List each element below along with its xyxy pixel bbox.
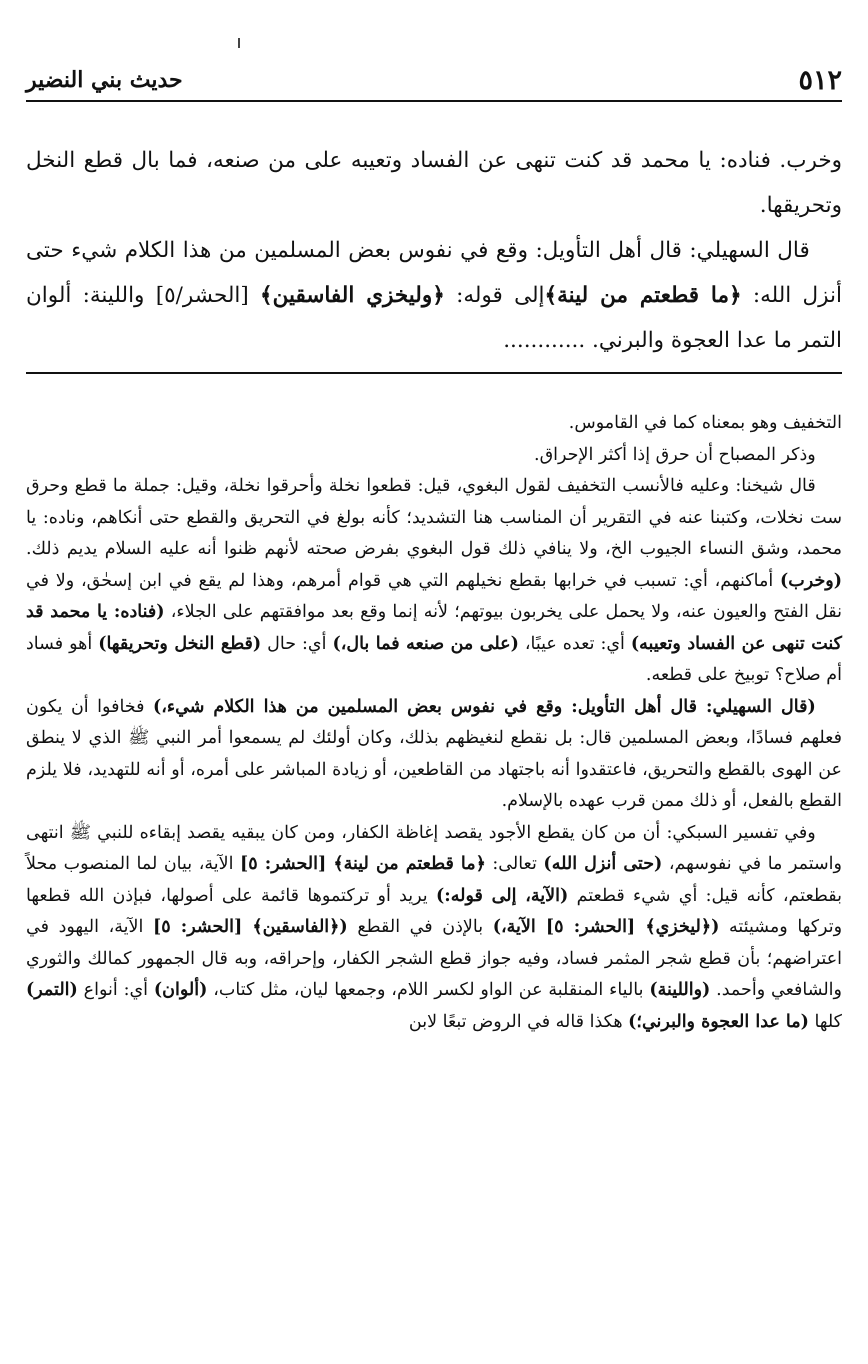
- main-text-run: قال السهيلي: قال أهل التأويل: وقع في نفوس بعض المسلمين من هذا الكلام شيء حتى أنزل الله:: [26, 238, 842, 308]
- quran-quote: ﴿ما قطعتم من لينة﴾ [الحشر: ٥]: [240, 854, 486, 874]
- commentary-run: فخافوا أن يكون فعلهم فسادًا، وبعض المسلمين قال: بل نقطع لنغيظهم بذلك، وكان أولئك لم يسمعوا أمر النبي ﷺ الذي لا ينطق عن الهوى بالقطع والتحريق، فاعتقدوا أنه باجتهاد من القاطعين، أو زيادة المباشر على أمره، أو أنه للتهديد، فلا يلزم القطع بالفعل، أو ذلك ممن قرب عهده بالإسلام.: [26, 696, 842, 811]
- commentary-lemma: (ألوان): [153, 980, 208, 1000]
- commentary-run: الآية، اليهود في اعتراضهم؛ بأن قطع شجر المثمر فساد، وفيه جواز قطع الشجر الكفار، وإحراقه، وبه قال الجمهور كمالك والثوري والشافعي وأحمد.: [26, 917, 842, 1000]
- main-text-run: إلى قوله:: [444, 283, 545, 308]
- commentary-lemma: (قال السهيلي: قال أهل التأويل: وقع في نفوس بعض المسلمين من هذا الكلام شيء،): [152, 696, 816, 717]
- quran-quote: ﴿ما قطعتم من لينة﴾: [544, 283, 742, 308]
- commentary-run: يريد أو تركتموها قائمة على أصولها، فبإذن الله قطعها وتركها ومشيئته: [26, 885, 843, 937]
- commentary-lemma: (الآية، إلى قوله:): [435, 885, 569, 906]
- page-header: [26, 60, 842, 102]
- commentary-run: وفي تفسير السبكي: أن من كان يقطع الأجود يقصد إغاظة الكفار، ومن كان يبقيه يقصد إبقاءه للنبي ﷺ انتهى واستمر ما في نفوسهم،: [26, 822, 842, 874]
- commentary-run: أي: أنواع: [77, 980, 154, 1000]
- commentary-run: كلها: [808, 1011, 842, 1032]
- commentary-paragraph: [26, 818, 842, 1039]
- commentary-run: أماكنهم، أي: تسبب في خرابها بقطع نخيلهم التي هي قوام أمرهم، وهذا لم يقع في ابن إسحٰق، ولا في نقل الفتح والعيون عنه، ولا يحمل على يخربون بيوتهم؛ لأنه إنما وقع بعد موافقتهم على الجلاء،: [26, 570, 843, 622]
- page-number: ٥١٢: [798, 64, 842, 96]
- section-divider: [26, 372, 842, 374]
- commentary-run: التخفيف وهو بمعناه كما في القاموس.: [568, 413, 842, 433]
- quran-quote: (﴿ليخزي﴾ [الحشر: ٥] الآية،): [492, 917, 720, 937]
- commentary-lemma: (ما عدا العجوة والبرني؛): [628, 1011, 809, 1032]
- commentary-paragraph: [26, 471, 842, 692]
- commentary-run: أي: حال: [261, 633, 333, 654]
- commentary-run: أهو فساد أم صلاح؟ توبيخ على قطعه.: [26, 633, 842, 685]
- commentary-lemma: (على من صنعه فما بال،): [332, 633, 519, 654]
- commentary-run: بالإذن في القطع: [347, 917, 493, 937]
- commentary-paragraph: [26, 440, 842, 472]
- commentary-paragraph: [26, 692, 842, 818]
- commentary-lemma: (التمر): [26, 980, 78, 1000]
- main-text-run: [الحشر/٥] واللينة: ألوان التمر ما عدا العجوة والبرني. ............: [26, 283, 842, 353]
- main-paragraph: [26, 138, 842, 228]
- running-title: حديث بني النضير: [26, 67, 183, 93]
- commentary-run: أي: تعده عيبًا،: [518, 633, 631, 654]
- commentary-lemma: (فناده: يا محمد قد كنت تنهى عن الفساد وتعيبه): [26, 602, 843, 654]
- commentary-run: الآية، بيان لما المنصوب محلاً بقطعتم، كأنه قيل: أي شيء قطعتم: [26, 854, 842, 906]
- commentary-lemma: (واللينة): [649, 980, 711, 1000]
- main-text-run: وخرب. فناده: يا محمد قد كنت تنهى عن الفساد وتعيبه على من صنعه، فما بال قطع النخل وتحريقها.: [26, 148, 842, 218]
- commentary-paragraph: [26, 408, 842, 440]
- main-paragraph: [26, 228, 842, 363]
- scan-mark: [238, 38, 240, 48]
- commentary-run: هكذا قاله في الروض تبعًا لابن: [408, 1011, 629, 1032]
- commentary-text: [26, 408, 842, 1038]
- commentary-lemma: (قطع النخل وتحريقها): [98, 633, 262, 654]
- commentary-run: بالياء المنقلبة عن الواو لكسر اللام، وجمعها ليان، مثل كتاب،: [207, 980, 650, 1000]
- commentary-lemma: (وخرب): [780, 570, 842, 591]
- commentary-run: تعالى:: [485, 854, 544, 874]
- commentary-run: وذكر المصباح أن حرق إذا أكثر الإحراق.: [534, 444, 816, 465]
- commentary-run: قال شيخنا: وعليه فالأنسب التخفيف لقول البغوي، قيل: قطعوا نخلة وأحرقوا نخلة، وقيل: جملة ما قطع وحرق ست نخلات، وكتبنا عنه في التقرير أن المناسب هنا التشديد؛ كأنه بولغ في التحريق والقطع حتى أنكاهم، وناده: يا محمد، وشق النساء الجيوب الخ، ولا ينافي ذلك قول البغوي بفرض صحته لأنهم ظنوا أنه عليه السلام يديم ذلك.: [26, 476, 842, 559]
- quran-quote: ﴿وليخزي الفاسقين﴾: [260, 283, 445, 308]
- main-text: [26, 138, 842, 363]
- commentary-lemma: (حتى أنزل الله): [543, 854, 663, 874]
- quran-quote: (﴿الفاسقين﴾ [الحشر: ٥]: [152, 917, 348, 937]
